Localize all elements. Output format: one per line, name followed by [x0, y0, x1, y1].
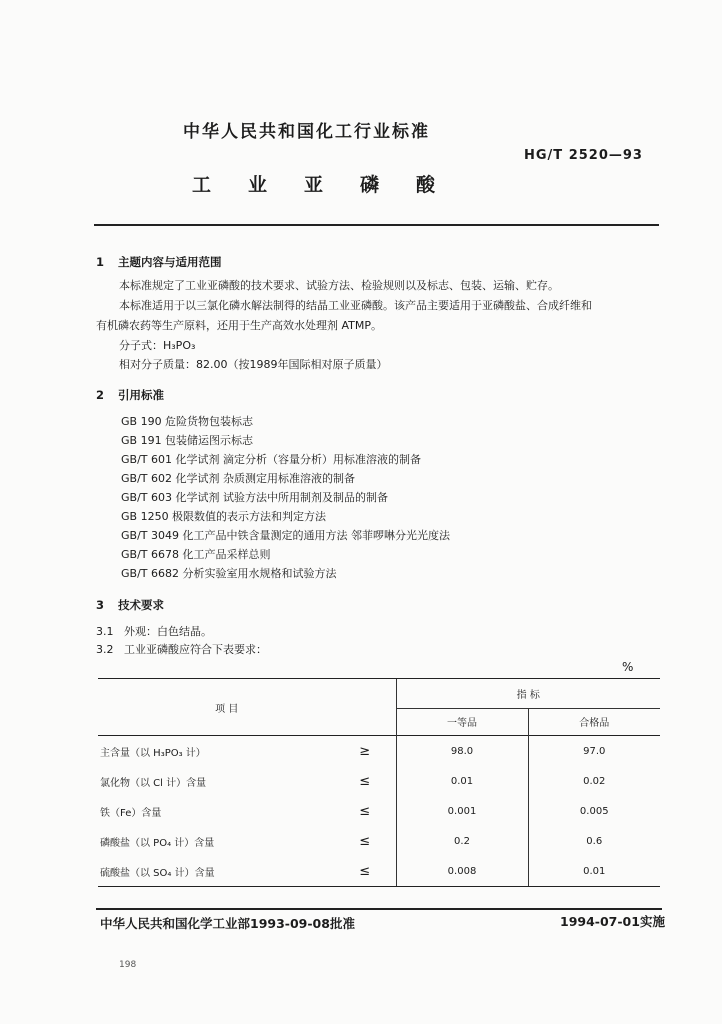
section-title: 引用标准 [118, 388, 164, 402]
reference-item: GB 190 危险货物包装标志 [121, 415, 254, 428]
reference-item: GB/T 603 化学试剂 试验方法中所用制剂及制品的制备 [121, 491, 388, 504]
row-first-grade: 0.008 [396, 856, 528, 887]
section-title: 主题内容与适用范围 [118, 255, 222, 269]
row-item: 氯化物（以 Cl 计）含量 [100, 777, 207, 789]
table-row [98, 826, 660, 856]
row-qualified: 97.0 [528, 736, 660, 767]
row-qualified: 0.02 [528, 766, 660, 796]
reference-item: GB 191 包装储运图示标志 [121, 434, 254, 447]
reference-item: GB/T 601 化学试剂 滴定分析（容量分析）用标准溶液的制备 [121, 453, 421, 466]
reference-item: GB/T 3049 化工产品中铁含量测定的通用方法 邻菲啰啉分光光度法 [121, 529, 450, 542]
molecular-formula: 分子式：H₃PO₃ [119, 339, 196, 352]
clause-text: 工业亚磷酸应符合下表要求： [124, 643, 267, 656]
implementation-date: 1994-07-01实施 [560, 914, 665, 929]
row-item: 主含量（以 H₃PO₃ 计） [100, 747, 206, 759]
table-header-first-grade: 一等品 [396, 708, 528, 735]
row-item: 硫酸盐（以 SO₄ 计）含量 [98, 856, 334, 887]
molecular-mass: 相对分子质量：82.00（按1989年国际相对原子质量） [119, 358, 388, 371]
reference-item: GB/T 602 化学试剂 杂质测定用标准溶液的制备 [121, 472, 355, 485]
clause-3-1 [96, 625, 212, 639]
section-1-paragraph-2: 本标准适用于以三氯化磷水解法制得的结晶工业亚磷酸。该产品主要适用于亚磷酸盐、合成纤维和 [119, 299, 592, 312]
header-divider [94, 224, 659, 226]
standard-header-title: 中华人民共和国化工行业标准 [183, 122, 430, 142]
row-qualified: 0.005 [528, 796, 660, 826]
requirements-table [98, 678, 660, 887]
reference-item: GB/T 6682 分析实验室用水规格和试验方法 [121, 567, 337, 580]
table-header-qualified: 合格品 [528, 708, 660, 735]
clause-number: 3.1 [96, 625, 114, 638]
table-header-item: 项 目 [98, 679, 396, 736]
row-comparator: ≤ [359, 833, 371, 849]
row-qualified: 0.01 [528, 856, 660, 887]
section-1-paragraph-2-cont: 有机磷农药等生产原料，还用于生产高效水处理剂 ATMP。 [96, 319, 383, 332]
row-comparator: ≤ [359, 803, 371, 819]
row-first-grade: 98.0 [396, 736, 528, 767]
section-number: 1 [96, 255, 105, 269]
row-first-grade: 0.2 [396, 826, 528, 856]
section-number: 3 [96, 598, 105, 612]
row-item: 磷酸盐（以 PO₄ 计）含量 [100, 837, 215, 849]
row-item: 铁（Fe）含量 [100, 807, 162, 819]
unit-label: % [622, 660, 634, 674]
reference-item: GB/T 6678 化工产品采样总则 [121, 548, 271, 561]
clause-number: 3.2 [96, 643, 114, 656]
standard-code: HG/T 2520—93 [524, 148, 643, 163]
section-1-paragraph-1: 本标准规定了工业亚磷酸的技术要求、试验方法、检验规则以及标志、包装、运输、贮存。 [119, 279, 559, 292]
section-3-heading [96, 597, 164, 613]
document-title: 工业亚磷酸 [192, 174, 473, 196]
row-comparator: ≤ [359, 773, 371, 789]
clause-text: 外观：白色结晶。 [124, 625, 212, 638]
reference-item: GB 1250 极限数值的表示方法和判定方法 [121, 510, 327, 523]
row-comparator: ≤ [334, 856, 396, 887]
row-first-grade: 0.001 [396, 796, 528, 826]
row-comparator: ≥ [359, 743, 371, 759]
row-qualified: 0.6 [528, 826, 660, 856]
table-row [98, 736, 660, 767]
clause-3-2 [96, 643, 267, 657]
table-header-index: 指 标 [396, 679, 660, 709]
table-row [98, 766, 660, 796]
page-number: 198 [119, 960, 137, 970]
footer-divider [96, 908, 662, 910]
table-row [98, 856, 660, 887]
table-row [98, 796, 660, 826]
section-title: 技术要求 [118, 598, 164, 612]
section-number: 2 [96, 388, 105, 402]
row-first-grade: 0.01 [396, 766, 528, 796]
section-2-heading [96, 387, 164, 403]
section-1-heading [96, 254, 222, 270]
approval-statement: 中华人民共和国化学工业部1993-09-08批准 [100, 916, 355, 931]
